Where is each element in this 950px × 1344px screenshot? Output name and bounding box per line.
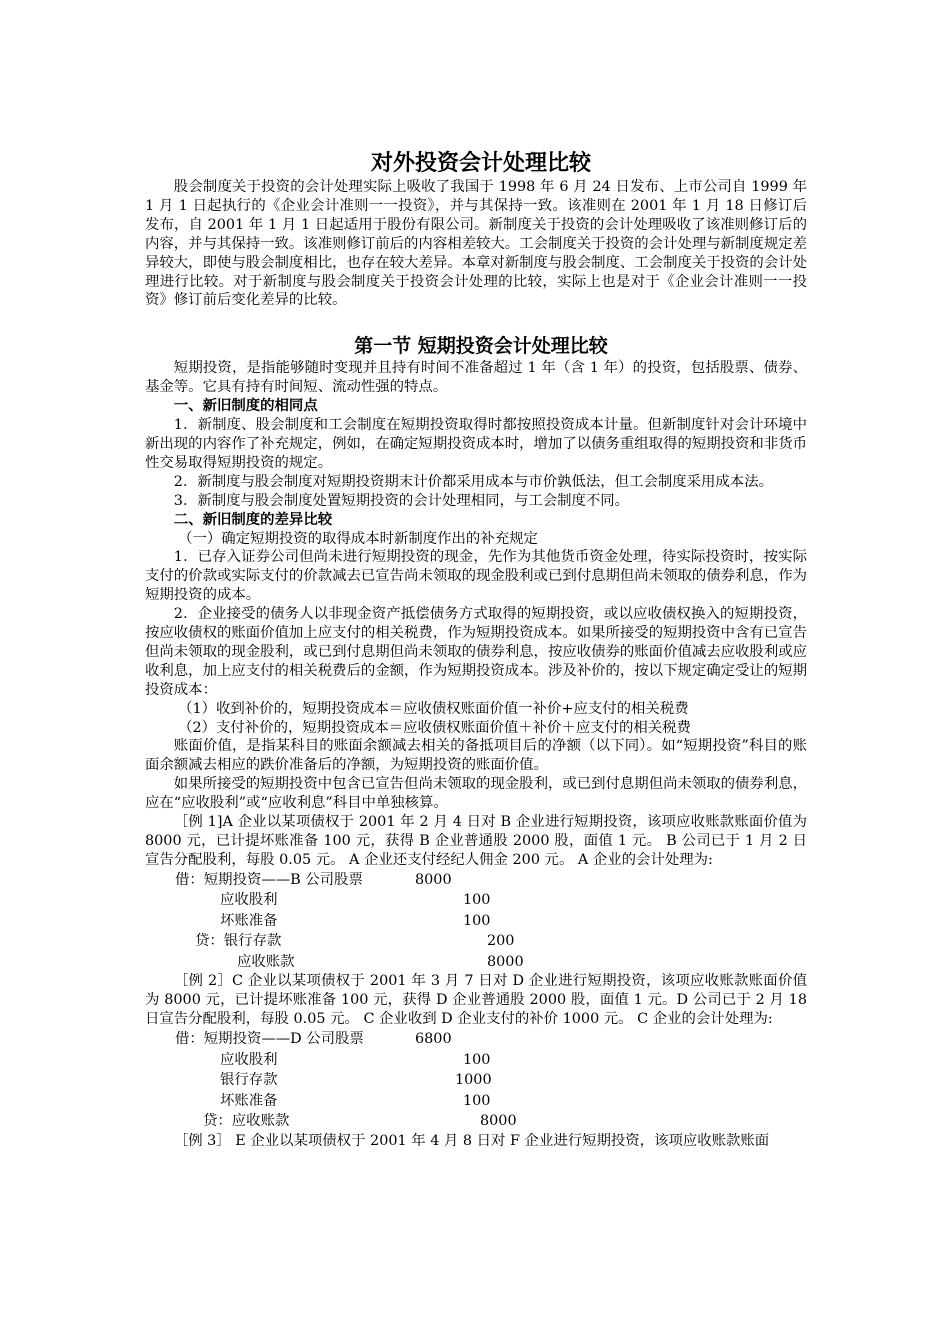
difference-paragraph-2: 2．企业接受的债务人以非现金资产抵偿债务方式取得的短期投资，或以应收债权换入的短期投资，按应收债权的账面价值加上应支付的相关税费，作为短期投资成本。如果所接受的短期投资中含有已宣告但尚未领取的现金股利，或已到付息期但尚未领取的债券利息，按应收债券的账面价值减去应收股利或应收利息，加上应支付的相关税费后的金额，作为短期投资成本。涉及补价的，按以下规定确定受让的短期投资成本：	[145, 606, 807, 698]
definition-paragraph: 短期投资，是指能够随时变现并且持有时间不准备超过 1 年（含 1 年）的投资，包括股票、债券、基金等。它具有持有时间短、流动性强的特点。	[145, 360, 807, 396]
subheading-supplement: （一）确定短期投资的取得成本时新制度作出的补充规定	[178, 530, 538, 547]
intro-paragraph: 股会制度关于投资的会计处理实际上吸收了我国于 1998 年 6 月 24 日发布、上市公司自 1999 年 1 月 1 日起执行的《企业会计准则一一投资》，并与其保持一致。该准则在 2001 年 1 月 18 日修订后发布，自 2001 年 1 月 1 日起适用于股份有限公司。新制度关于投资的会计处理吸收了该准则修订后的内容，并与其保持一致。该准则修订前后的内容相差较大。工会制度关于投资的会计处理与新制度规定差异较大，即使与股会制度相比，也存在较大差异。本章对新制度与股会制度、工会制度关于投资的会计处理进行比较。对于新制度与股会制度关于投资会计处理的比较，实际上也是对于《企业会计准则一一投资》修订前后变化差异的比较。	[145, 179, 807, 309]
journal-entry	[145, 1091, 807, 1112]
journal-entry	[145, 952, 807, 973]
entry-amount: 8000	[415, 871, 452, 888]
section-title: 第一节 短期投资会计处理比较	[354, 335, 608, 358]
difference-paragraph-1: 1．已存入证券公司但尚未进行短期投资的现金，先作为其他货币资金处理，待实际投资时，按实际支付的价款或实际支付的价款减去已宣告尚未领取的现金股利或已到付息期但尚未领取的债券利息，作为短期投资的成本。	[145, 549, 807, 604]
book-value-paragraph: 账面价值，是指某科目的账面余额减去相关的备抵项目后的净额（以下同）。如“短期投资”科目的账面余额减去相应的跌价准备后的净额，为短期投资的账面价值。	[145, 738, 807, 774]
journal-entry	[145, 1050, 807, 1071]
journal-entry	[145, 931, 807, 952]
entry-amount: 200	[487, 933, 515, 950]
journal-entry	[145, 1029, 807, 1050]
journal-entry	[145, 1070, 807, 1091]
heading-differences: 二、新旧制度的差异比较	[173, 510, 333, 528]
example-1-entries	[145, 870, 807, 973]
example-2-entries	[145, 1029, 807, 1132]
entry-account: 贷：应收账款	[203, 1113, 290, 1130]
entry-account: 借：短期投资——B 公司股票	[175, 871, 363, 888]
heading-similarities: 一、新旧制度的相同点	[173, 397, 318, 415]
document-body	[145, 148, 807, 1150]
example-3: ［例 3］ E 企业以某项债权于 2001 年 4 月 8 日对 F 企业进行短期投资，该项应收账款账面	[173, 1132, 770, 1149]
similarity-1: 1．新制度、股会制度和工会制度在短期投资取得时都按照投资成本计量。但新制度针对会计环境中新出现的内容作了补充规定，例如，在确定短期投资成本时，增加了以债务重组取得的短期投资和非货币性交易取得短期投资的规定。	[145, 417, 807, 471]
similarity-3: 3．新制度与股会制度处置短期投资的会计处理相同，与工会制度不同。	[173, 492, 630, 509]
entry-account: 银行存款	[220, 1072, 278, 1089]
entry-amount: 100	[463, 1092, 491, 1109]
entry-amount: 1000	[455, 1072, 492, 1089]
example-2: ［例 2］C 企业以某项债权于 2001 年 3 月 7 日对 D 企业进行短期投资，该项应收账款账面价值为 8000 元，已计提坏账准备 100 元，获得 D 企业普通股 2000 股，面值 1 元。D 公司已于 2 月 18 日宣告分配股利，每股 0.05 元。 C 企业收到 D 企业支付的补价 1000 元。 C 企业的会计处理为:	[145, 973, 807, 1028]
journal-entry	[145, 890, 807, 911]
entry-account: 坏账准备	[220, 912, 278, 929]
document-title: 对外投资会计处理比较	[370, 150, 591, 176]
journal-entry	[145, 1111, 807, 1132]
entry-amount: 100	[463, 892, 491, 909]
journal-entry	[145, 911, 807, 932]
entry-account: 借：短期投资——D 公司股票	[175, 1031, 364, 1048]
entry-amount: 8000	[480, 1113, 517, 1130]
entry-amount: 100	[463, 1051, 491, 1068]
entry-amount: 8000	[487, 953, 524, 970]
example-1: ［例 1]A 企业以某项债权于 2001 年 2 月 4 日对 B 企业进行短期投资，该项应收账款账面价值为 8000 元，已计提坏账准备 100 元，获得 B 企业普通股 2000 股，面值 1 元。 B 公司已于 1 月 2 日宣告分配股利，每股 0.05 元。 A 企业还支付经纪人佣金 200 元。 A 企业的会计处理为:	[145, 814, 807, 868]
entry-account: 贷：银行存款	[195, 933, 282, 950]
formula-paid: （2）支付补价的，短期投资成本＝应收债权账面价值＋补价＋应支付的相关税费	[178, 719, 691, 736]
entry-amount: 6800	[415, 1031, 452, 1048]
entry-account: 应收股利	[220, 892, 278, 909]
formula-received: （1）收到补价的，短期投资成本＝应收债权账面价值一补价+应支付的相关税费	[178, 700, 689, 717]
dividend-paragraph: 如果所接受的短期投资中包含已宣告但尚未领取的现金股利，或已到付息期但尚未领取的债券利息，应在“应收股利”或“应收利息”科目中单独核算。	[145, 776, 807, 812]
similarity-2: 2．新制度与股会制度对短期投资期末计价都采用成本与市价孰低法，但工会制度采用成本法。	[173, 473, 773, 490]
entry-account: 应收股利	[220, 1051, 278, 1068]
entry-account: 应收账款	[237, 953, 295, 970]
journal-entry	[145, 870, 807, 891]
entry-account: 坏账准备	[220, 1092, 278, 1109]
entry-amount: 100	[463, 912, 491, 929]
